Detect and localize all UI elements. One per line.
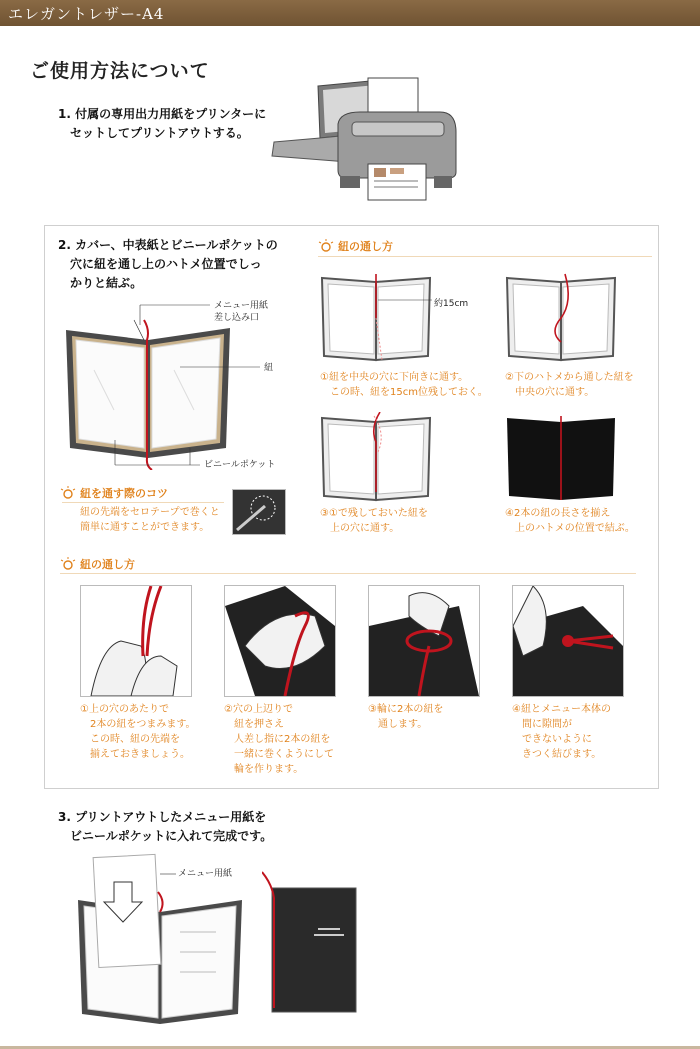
step3-text: 3. プリントアウトしたメニュー用紙を ビニールポケットに入れて完成です。 <box>58 810 273 843</box>
label-string: 紐 <box>264 363 274 373</box>
tip-photo <box>232 489 286 535</box>
measure-label: 約15cm <box>434 299 469 309</box>
thread-step-1: ①紐を中央の穴に下向きに通す。 この時、紐を15cm位残しておく。 <box>320 372 488 398</box>
tying-step-3: ③輪に2本の紐を 通します。 <box>368 704 444 730</box>
label-menu-slot: メニュー用紙 差し込み口 <box>214 301 269 323</box>
printer-illustration <box>270 72 460 202</box>
thread-diagram-2 <box>505 272 617 362</box>
label-lines <box>110 300 270 470</box>
tying-step-2: ②穴の上辺りで 紐を押さえ 人差し指に2本の紐を 一緒に巻くようにして 輪を作ります。 <box>224 704 334 775</box>
threading-divider <box>318 256 652 257</box>
tying-step-4: ④紐とメニュー本体の 間に隙間が できないように きつく結びます。 <box>512 704 611 760</box>
tying-photo-1 <box>80 585 192 697</box>
tip-text: 紐の先端をセロテープで巻くと 簡単に通すことができます。 <box>80 507 220 533</box>
label-vinyl: ビニールポケット <box>204 460 276 470</box>
tip-divider <box>62 502 224 503</box>
thread-step-4: ④2本の紐の長さを揃え 上のハトメの位置で結ぶ。 <box>505 508 635 534</box>
header-title: エレガントレザー-A4 <box>8 5 165 23</box>
thread-diagram-1 <box>320 272 432 362</box>
tying-photo-2 <box>224 585 336 697</box>
step2-text: 2. カバー、中表紙とビニールポケットの 穴に紐を通し上のハトメ位置でしっ かりと結ぶ。 <box>58 238 278 290</box>
tip-heading: 紐を通す際のコツ <box>80 487 168 500</box>
step1-text: 1. 付属の専用出力用紙をプリンターに セットしてプリントアウトする。 <box>58 107 267 140</box>
tying-heading: 紐の通し方 <box>80 558 135 571</box>
thread-diagram-4 <box>505 412 617 502</box>
threading-heading: 紐の通し方 <box>338 240 393 253</box>
thread-step-3: ③①で残しておいた紐を 上の穴に通す。 <box>320 508 428 534</box>
thread-diagram-3 <box>320 412 432 502</box>
thread-step-2: ②下のハトメから通した紐を 中央の穴に通す。 <box>505 372 634 398</box>
tying-divider <box>60 573 636 574</box>
finished-menu-illustration <box>262 868 358 1018</box>
tying-step-1: ①上の穴のあたりで 2本の紐をつまみます。 この時、紐の先端を 揃えておきましょう。 <box>80 704 196 760</box>
tying-photo-3 <box>368 585 480 697</box>
bulb-icon <box>318 238 334 257</box>
page-title: ご使用方法について <box>30 60 210 82</box>
step3-label: メニュー用紙 <box>178 869 233 879</box>
tying-photo-4 <box>512 585 624 697</box>
